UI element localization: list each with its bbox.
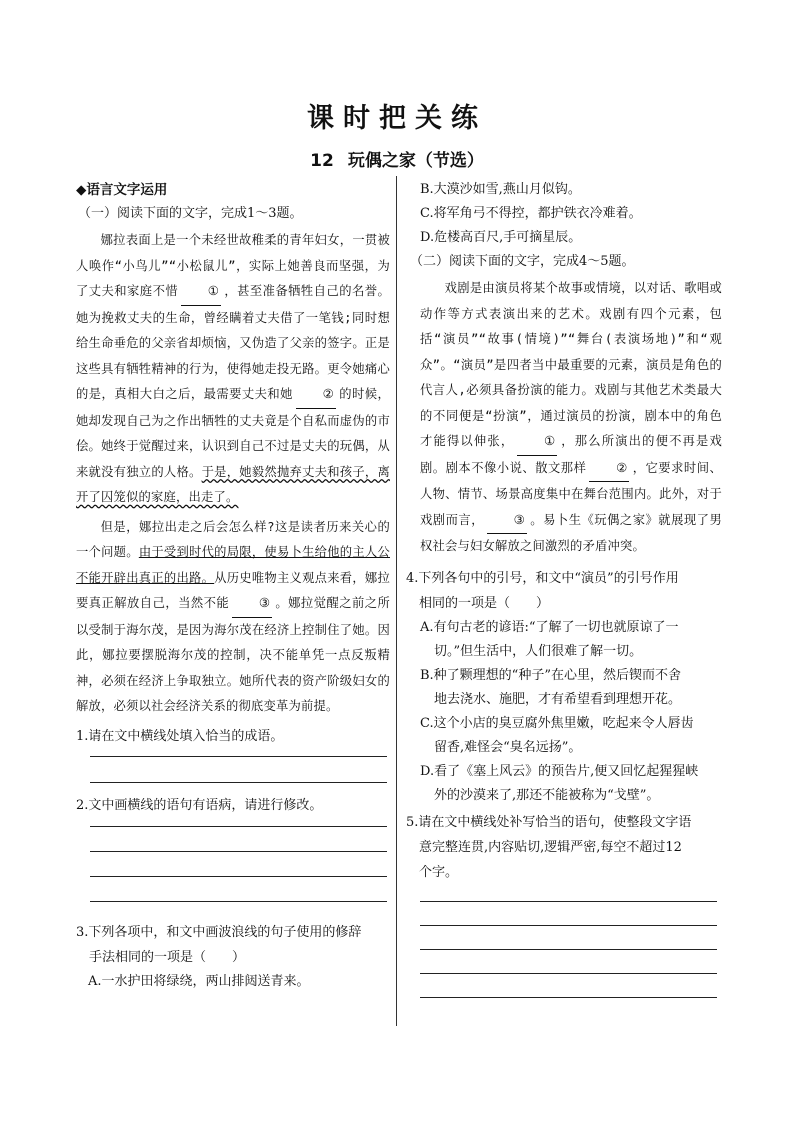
option-text: 切。”但生活中，人们很难了解一切。	[434, 643, 643, 659]
blank-1: ①	[181, 279, 221, 306]
question-3-text: 3.下列各项中，和文中画波浪线的句子使用的修辞	[76, 924, 362, 940]
option-text: B.种了颗理想的“种子”在心里，然后锲而不舍	[420, 667, 681, 683]
question-4-text-cont: 相同的一项是（ ）	[419, 595, 550, 611]
answer-line[interactable]	[90, 826, 387, 827]
answer-line[interactable]	[420, 901, 717, 902]
blank-1: ①	[517, 429, 557, 456]
option-text: 外的沙漠来了,那还不能被称为“戈壁”。	[434, 787, 660, 803]
answer-line[interactable]	[90, 876, 387, 877]
passage-text: 。娜拉觉醒之前之所以受制于海尔茂，是因为海尔茂在经济上控制住了她。因此，娜拉要摆脱海尔茂的控制，决不能单凭一点反叛精神，必须在经济上争取独立。她所代表的资产阶级妇女的解放，必须以社会经济关系的彻底变革为前提。	[76, 596, 390, 713]
passage-text: 的时候，她却发现自己为之作出牺牲的丈夫竟是个自私而虚伪的市侩。她终于觉醒过来，认识到自己不过是丈夫的玩偶，从来就没有独立的人格。	[76, 387, 390, 479]
question-3	[76, 920, 390, 970]
answer-line[interactable]	[90, 782, 387, 783]
passage-2	[406, 276, 722, 560]
answer-line[interactable]	[90, 851, 387, 852]
answer-lines-q1	[90, 756, 387, 783]
lesson-number: 12	[310, 151, 334, 171]
option-text: D.看了《塞上风云》的预告片,便又回忆起猩猩峡	[420, 763, 699, 779]
question-5-text-cont: 意完整连贯,内容贴切,逻辑严密,每空不超过12	[419, 839, 682, 855]
question-2-text: 2.文中画横线的语句有语病，请进行修改。	[76, 797, 323, 813]
passage-text: 娜拉表面上是一个未经世故稚柔的青年妇女，一贯被人唤作“小鸟儿”“小松鼠儿”，实际上她善良而坚强，为了丈夫和家庭不惜	[76, 233, 390, 298]
question-1-text: 1.请在文中横线处填入恰当的成语。	[76, 728, 284, 744]
part1-instruction: （一）阅读下面的文字，完成1～3题。	[78, 206, 303, 221]
answer-lines-q5	[420, 901, 717, 998]
passage-text: 从历史唯物主义观点来看，娜拉要真正解放自己，当然不能	[76, 570, 390, 610]
lesson-title: 玩偶之家（节选）	[347, 151, 484, 171]
answer-line[interactable]	[420, 949, 717, 950]
blank-3: ③	[487, 508, 527, 535]
answer-line[interactable]	[420, 997, 717, 998]
question-3-text-cont: 手法相同的一项是（ ）	[89, 949, 246, 965]
left-column	[76, 178, 390, 994]
q4-option-d[interactable]	[406, 760, 722, 808]
answer-line[interactable]	[420, 925, 717, 926]
answer-lines-q2	[90, 826, 387, 902]
question-5-text: 5.请在文中横线处补写恰当的语句，使整段文字语	[406, 814, 692, 830]
question-4-text: 4.下列各句中的引号，和文中“演员”的引号作用	[406, 570, 679, 586]
passage-text: ，它要求时间、人物、情节、场景高度集中在舞台范围内。此外，对于戏剧而言，	[420, 460, 722, 527]
answer-line[interactable]	[90, 756, 387, 757]
q3-option-c[interactable]: C.将军角弓不得控，都护铁衣冷难着。	[420, 206, 642, 221]
q4-option-c[interactable]	[406, 712, 722, 760]
question-4	[406, 566, 722, 616]
q4-option-a[interactable]	[406, 616, 722, 664]
part2-instruction: （二）阅读下面的文字，完成4～5题。	[410, 254, 635, 269]
wavy-underlined-sentence: 于是，她毅然抛弃丈夫和孩子，离开了囚笼似的家庭，出走了。	[76, 464, 390, 504]
passage-text: ，甚至准备牺牲自己的名誉。她为挽救丈夫的生命，曾经瞒着丈夫借了一笔钱;同时想给生命垂危的父亲省却烦恼，又伪造了父亲的签字。正是这些具有牺牲精神的行为，使得她走投无路。更令她痛心的是，真相大白之后，最需要丈夫和她	[76, 284, 390, 401]
column-divider	[396, 176, 397, 1026]
answer-line[interactable]	[90, 901, 387, 902]
option-text: C.这个小店的臭豆腐外焦里嫩，吃起来令人唇齿	[420, 715, 694, 731]
question-5	[406, 810, 722, 885]
right-column	[406, 178, 722, 998]
blank-2: ②	[589, 456, 629, 483]
passage-2-paragraph	[420, 276, 722, 560]
blank-3: ③	[232, 591, 272, 618]
option-text: 地去浇水、施肥，才有希望看到理想开花。	[434, 691, 682, 707]
question-1	[76, 724, 390, 749]
passage-text: ，那么所演出的便不再是戏剧。剧本不像小说、散文那样	[420, 434, 722, 475]
blank-2: ②	[296, 382, 336, 409]
passage-1-paragraph-2	[76, 515, 390, 720]
q3-option-d[interactable]: D.危楼高百尺,手可摘星辰。	[420, 230, 582, 245]
question-2	[76, 793, 390, 818]
q4-option-b[interactable]	[406, 664, 722, 712]
passage-text: 。易卜生《玩偶之家》就展现了男权社会与妇女解放之间激烈的矛盾冲突。	[420, 512, 722, 553]
underlined-sentence: 由于受到时代的局限，使易卜生给他的主人公不能开辟出真正的出路。	[76, 545, 390, 585]
q3-option-a[interactable]: A.一水护田将绿绕，两山排闼送青来。	[88, 973, 310, 989]
q3-option-b[interactable]: B.大漠沙如雪,燕山月似钩。	[420, 182, 581, 197]
passage-text: 但是，娜拉出走之后会怎么样?这是读者历来关心的一个问题。	[76, 519, 390, 559]
passage-1-paragraph-1	[76, 228, 390, 511]
question-5-text-cont: 个字。	[419, 864, 459, 880]
lesson-heading	[0, 146, 794, 171]
passage-1	[76, 228, 390, 720]
option-text: A.有句古老的谚语:“了解了一切也就原谅了一	[420, 619, 679, 635]
option-text: 留香,难怪会“臭名远扬”。	[434, 739, 582, 755]
section-label: ◆语言文字运用	[76, 182, 168, 198]
page-title: 课时把关练	[307, 103, 487, 134]
passage-text: 戏剧是由演员将某个故事或情境，以对话、歌唱或动作等方式表演出来的艺术。戏剧有四个元素，包括“演员”“故事(情境)”“舞台(表演场地)”和“观众”。“演员”是四者当中最重要的元素，演员是角色的代言人,必须具备扮演的能力。戏剧与其他艺术类最大的不同便是“扮演”，通过演员的扮演，剧本中的角色才能得以伸张，	[420, 281, 722, 448]
answer-line[interactable]	[420, 973, 717, 974]
